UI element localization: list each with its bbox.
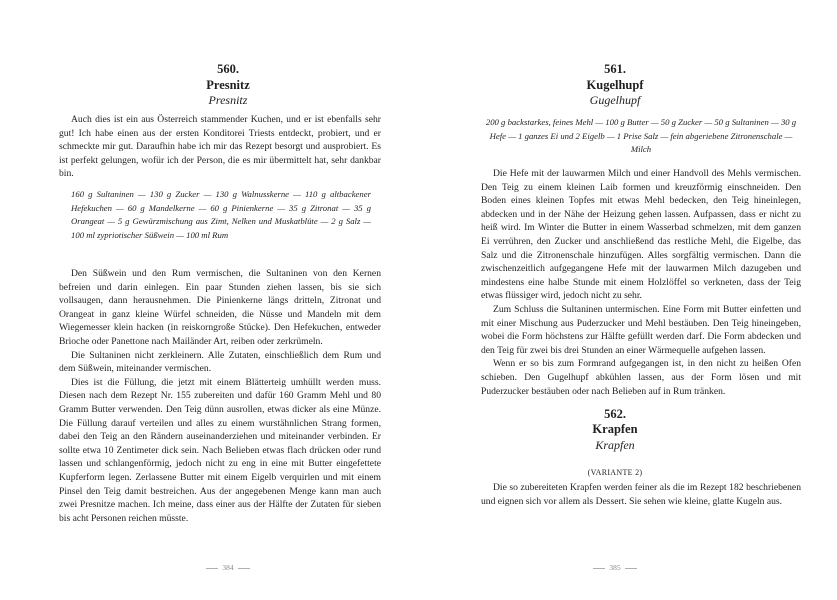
instruction-paragraph: Die Sultaninen nicht zerkleinern. Alle Zutaten, einschließlich dem Rum und dem Süßwein, miteinander vermischen. [59,349,381,375]
recipe-title: Presnitz [206,78,250,92]
intro-paragraph: Auch dies ist ein aus Österreich stammender Kuchen, und er ist ebenfalls sehr gut! Ich habe einen aus der ersten Konditorei Triests entdeckt, probiert, und er schmeckte mir gut. Daraufhin habe ich mir das Rezept besorgt und ausprobiert. Es ist perfekt gelungen, wofür ich der Person, die es mir übermittelt hat, sehr dankbar bin. [59,114,381,180]
recipe-number: 562. [604,407,626,421]
instruction-paragraph: Den Süßwein und den Rum vermischen, die Sultaninen von den Kernen befreien und darin einlegen. Ein paar Stunden ziehen lassen, bis sie sich vollsaugen, dann herausnehmen. Die Pinienkerne längs dritteln, Zitronat und Orangeat in ganz kleine Würfel schneiden, die Nüsse und Mandeln mit dem Wiegemesser klein hacken (in reiskorngroße Stücke). Den Hefekuchen, entweder Brioche oder Panettone nach Mailänder Art, reiben oder zerkrümeln. [59,268,381,347]
right-page [413,0,817,600]
recipe-subtitle: Krapfen [595,438,635,452]
instruction-paragraph: Dies ist die Füllung, die jetzt mit einem Blätterteig umhüllt werden muss. Diesen nach dem Rezept Nr. 155 zubereiten und dafür 160 Gramm Mehl und 80 Gramm Butter verwenden. Den Teig dünn ausrollen, etwas dicker als eine Münze. Die Füllung darauf verteilen und alles zu einem wurstähnlichen Strang formen, dabei den Teig an den Rändern auseinanderziehen und miteinander verbinden. Er sollte etwa 10 Zentimeter dick sein. Nach Belieben etwas flach drücken oder rund lassen und schlangenförmig, jedoch nicht zu eng in eine mit Butter eingefettete Kupferform legen. Zerlassene Butter mit einem Eigelb verquirlen und mit einem Pinsel den Teig damit bestreichen. Aus der angegebenen Menge kann man auch zwei Presnitze machen. Ich meine, dass einer aus der Hälfte der Zutaten für sieben bis acht Personen reichen müsste. [59,376,381,524]
ingredient-list: 200 g backstarkes, feines Mehl — 100 g Butter — 50 g Zucker — 50 g Sultaninen — 30 g Hefe — 1 ganzes Ei und 2 Eigelb — 1 Prise Salz — fein abgeriebene Zitronenschale — Milch [485,117,797,155]
recipe-title: Krapfen [592,422,638,436]
left-page [28,0,428,600]
recipe-subtitle: Presnitz [208,93,248,107]
recipe-number: 560. [217,62,239,76]
instruction-paragraph: Die Hefe mit der lauwarmen Milch und einer Handvoll des Mehls vermischen. Den Teig zu einem kleinen Laib formen und kreuzförmig einschneiden. Den Boden eines kleinen Topfes mit etwas Mehl bedecken, den Teig hineinlegen, abdecken und in der Nähe der Heizung gehen lassen. Aufpassen, dass er nicht zu heiß wird. Im Winter die Butter in einem Wasserbad schmelzen, mit dem ganzen Ei verrühren, den Zucker und anschließend das restliche Mehl, die Eigelbe, das Salz und die Zitronenschale hinzufügen. Alles sorgfältig vermischen. Dann die zwischenzeitlich aufgegangene Hefe mit der lauwarmen Milch dazugeben und mindestens eine halbe Stunde mit einem Holzlöffel so verkneten, dass der Teig etwas flüssiger wird, jedoch nicht zu sehr. [481,168,801,302]
instruction-paragraph: Zum Schluss die Sultaninen untermischen. Eine Form mit Butter einfetten und mit einer Mischung aus Puderzucker und Mehl bestäuben. Den Teig hineingeben, wobei die Form höchstens zur Hälfte gefüllt werden darf. Die Form abdecken und den Teig für zwei bis drei Stunden an einer Wärmequelle aufgehen lassen. [481,303,801,356]
page-number: 385 [413,563,817,573]
recipe-number: 561. [604,62,626,76]
recipe-instructions [481,167,801,398]
recipe-text [481,481,801,508]
recipe-title: Kugelhupf [586,78,644,92]
ingredient-list: 160 g Sultaninen — 130 g Zucker — 130 g Walnusskerne — 110 g altbackener Hefekuchen — 60 g Mandelkerne — 60 g Pinienkerne — 35 g Zitronat — 35 g Orangeat — 5 g Gewürzmischung aus Zimt, Nelken und Muskatblüte — 2 g Salz — 100 ml zypriotischer Süßwein — 100 ml Rum [71,189,371,240]
recipe-variant-label: (VARIANTE 2) [587,468,643,477]
recipe-subtitle: Gugelhupf [589,93,641,107]
recipe-instructions [59,267,381,525]
page-number: 384 [28,563,428,573]
instruction-paragraph: Die so zubereiteten Krapfen werden feiner als die im Rezept 182 beschriebenen und eignen sich vor allem als Dessert. Sie sehen wie kleine, glatte Kugeln aus. [481,482,801,507]
recipe-intro [59,113,381,181]
instruction-paragraph: Wenn er so bis zum Formrand aufgegangen ist, in den nicht zu heißen Ofen schieben. Den Gugelhupf abkühlen lassen, aus der Form lösen und mit Puderzucker bestäuben oder nach Belieben auf in Rum tränken. [481,358,801,397]
